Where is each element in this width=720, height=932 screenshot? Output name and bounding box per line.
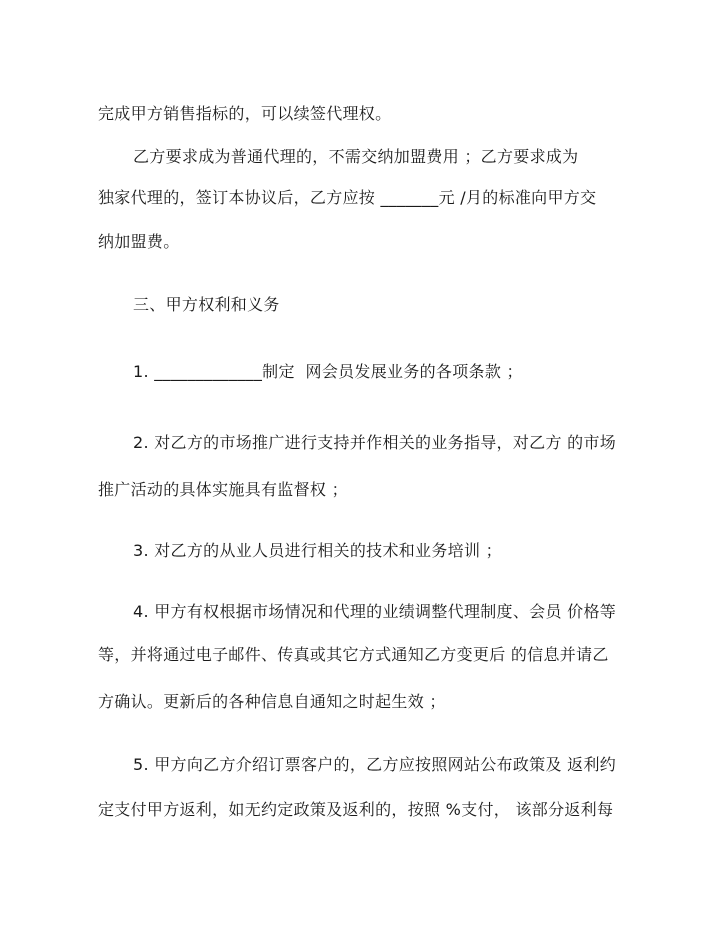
- section-heading: 三、甲方权利和义务: [133, 295, 280, 314]
- text-line: 方确认。更新后的各种信息自通知之时起生效 ；: [98, 692, 446, 711]
- clause-5: 5. 甲方向乙方介绍订票客户的，乙方应按照网站公布政策及 返利约: [133, 755, 617, 774]
- clause-2: 2. 对乙方的市场推广进行支持并作相关的业务指导，对乙方 的市场: [133, 433, 617, 452]
- text-line: 独家代理的，签订本协议后，乙方应按 _______元 /月的标准向甲方交: [98, 188, 597, 207]
- clause-3: 3. 对乙方的从业人员进行相关的技术和业务培训 ；: [133, 541, 502, 560]
- text-line: 完成甲方销售指标的，可以续签代理权。: [98, 104, 392, 123]
- clause-4: 4. 甲方有权根据市场情况和代理的业绩调整代理制度、会员 价格等: [133, 602, 617, 621]
- text-line: 纳加盟费。: [98, 232, 180, 251]
- text-line: 定支付甲方返利，如无约定政策及返利的，按照 %支付， 该部分返利每: [98, 800, 614, 819]
- text-line: 等，并将通过电子邮件、传真或其它方式通知乙方变更后 的信息并请乙: [98, 645, 609, 664]
- text-line: 推广活动的具体实施具有监督权 ；: [98, 480, 348, 499]
- clause-1: 1. _____________制定 网会员发展业务的各项条款 ；: [133, 362, 523, 381]
- text-line: 乙方要求成为普通代理的，不需交纳加盟费用 ；乙方要求成为: [133, 147, 579, 166]
